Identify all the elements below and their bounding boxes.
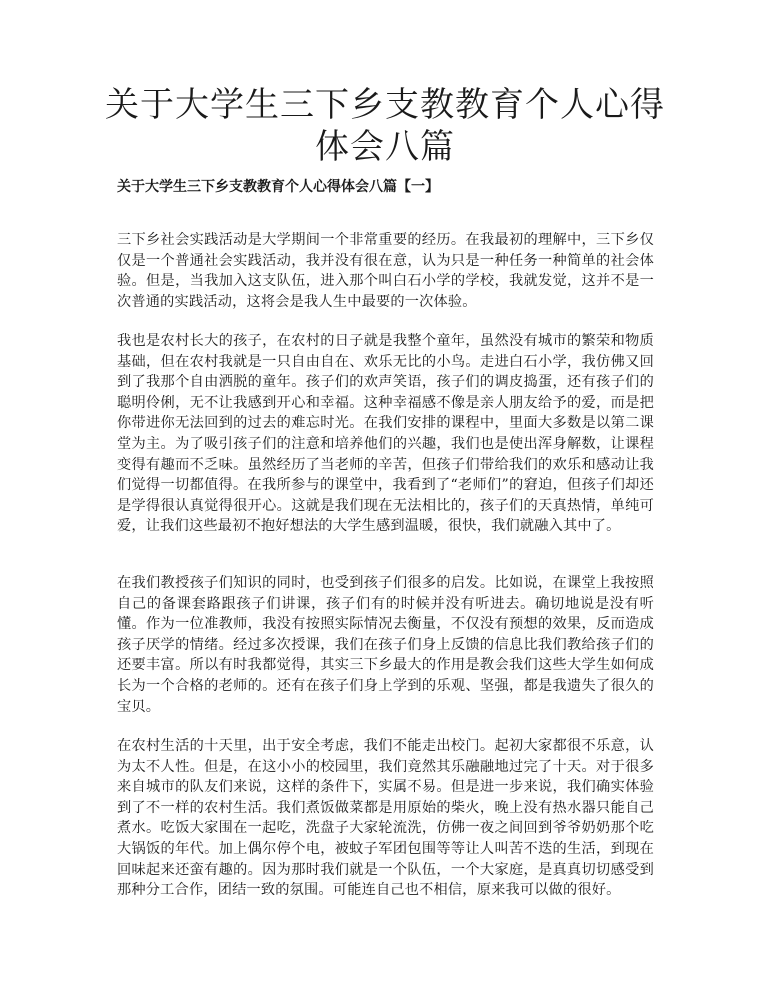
paragraph-4: 在农村生活的十天里，出于安全考虑，我们不能走出校门。起初大家都很不乐意，认为太不人性。但是，在这小小的校园里，我们竟然其乐融融地过完了十天。对于很多来自城市的队友们来说，这样的条件下，实属不易。但是进一步来说，我们确实体验到了不一样的农村生活。我们煮饭做菜都是用原始的柴火，晚上没有热水器只能自己煮水。吃饭大家围在一起吃，洗盘子大家轮流洗，仿佛一夜之间回到爷爷奶奶那个吃大锅饭的年代。加上偶尔停个电，被蚊子军团包围等等让人叫苦不迭的生活，到现在回味起来还蛮有趣的。因为那时我们就是一个队伍，一个大家庭，是真真切切感受到那种分工合作，团结一致的氛围。可能连自己也不相信，原来我可以做的很好。 (117, 738, 654, 899)
paragraph-3: 在我们教授孩子们知识的同时，也受到孩子们很多的启发。比如说，在课堂上我按照自己的备课套路跟孩子们讲课，孩子们有的时候并没有听进去。确切地说是没有听懂。作为一位准教师，我没有按照实际情况去衡量，不仅没有预想的效果，反而造成孩子厌学的情绪。经过多次授课，我们在孩子们身上反馈的信息比我们教给孩子们的还要丰富。所以有时我都觉得，其实三下乡最大的作用是教会我们这些大学生如何成长为一个合格的老师的。还有在孩子们身上学到的乐观、坚强，都是我遗失了很久的宝贝。 (117, 575, 654, 715)
document-title: 关于大学生三下乡支教教育个人心得体会八篇 (105, 85, 665, 167)
paragraph-2: 我也是农村长大的孩子，在农村的日子就是我整个童年，虽然没有城市的繁荣和物质基础，但在农村我就是一只自由自在、欢乐无比的小鸟。走进白石小学，我仿佛又回到了我那个自由洒脱的童年。孩子们的欢声笑语，孩子们的调皮捣蛋，还有孩子们的聪明伶俐，无不让我感到开心和幸福。这种幸福感不像是亲人朋友给予的爱，而是把你带进你无法回到的过去的难忘时光。在我们安排的课程中，里面大多数是以第二课堂为主。为了吸引孩子们的注意和培养他们的兴趣，我们也是使出浑身解数，让课程变得有趣而不乏味。虽然经历了当老师的辛苦，但孩子们带给我们的欢乐和感动让我们觉得一切都值得。在我所参与的课堂中，我看到了“老师们”的窘迫，但孩子们却还是学得很认真觉得很开心。这就是我们现在无法相比的，孩子们的天真热情，单纯可爱，让我们这些最初不抱好想法的大学生感到温暖，很快，我们就融入其中了。 (117, 333, 654, 535)
paragraph-1: 三下乡社会实践活动是大学期间一个非常重要的经历。在我最初的理解中，三下乡仅仅是一个普通社会实践活动，我并没有很在意，认为只是一种任务一种简单的社会体验。但是，当我加入这支队伍，进入那个叫白石小学的学校，我就发觉，这并不是一次普通的实践活动，这将会是我人生中最要的一次体验。 (117, 232, 654, 310)
section-heading: 关于大学生三下乡支教教育个人心得体会八篇【一】 (117, 179, 439, 195)
